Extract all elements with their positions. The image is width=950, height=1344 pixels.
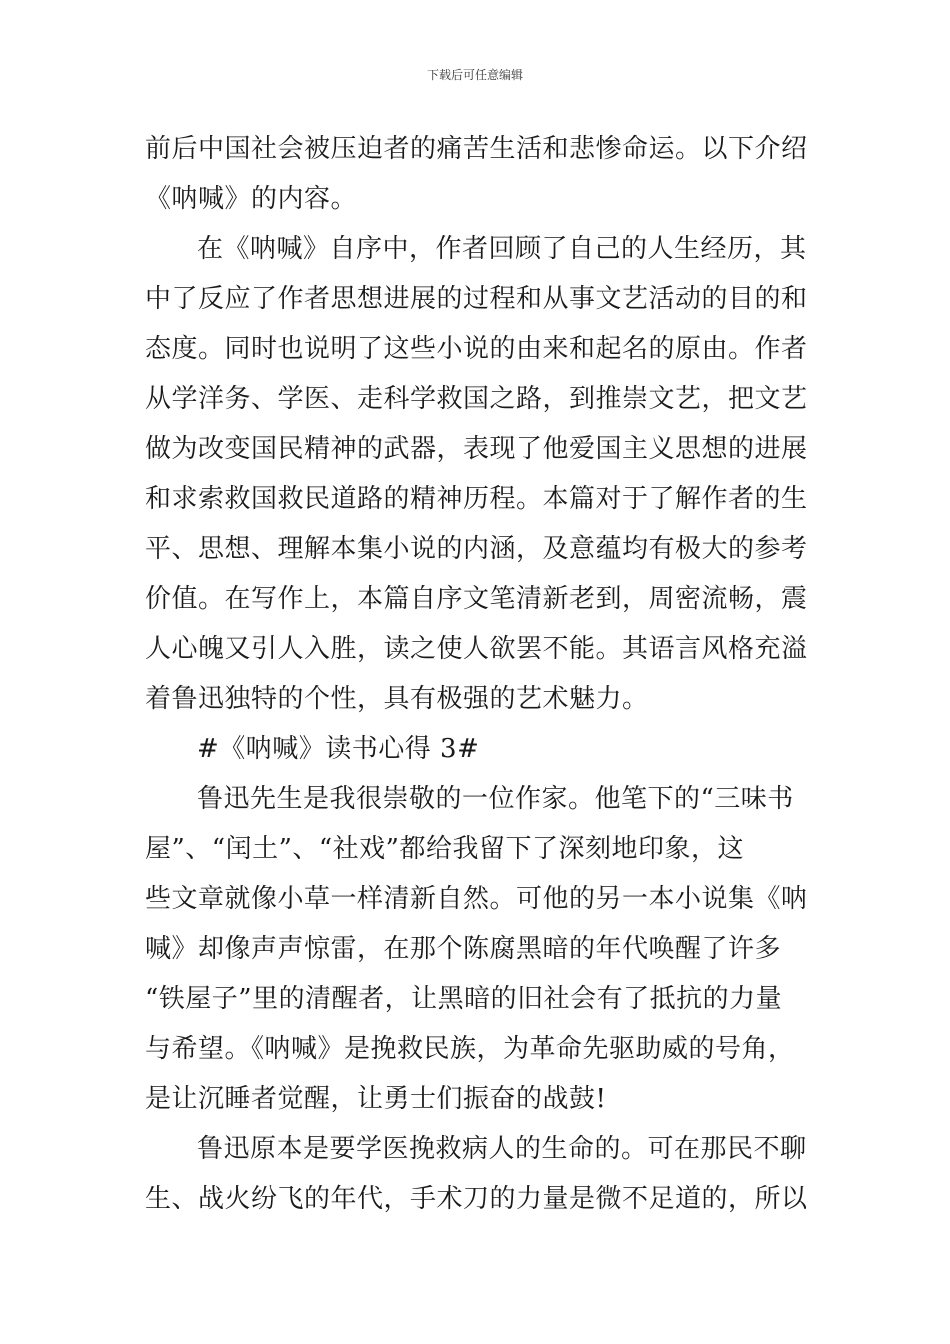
text-line: 态度。同时也说明了这些小说的由来和起名的原由。作者 xyxy=(145,334,808,364)
text-line: 做为改变国民精神的武器，表现了他爱国主义思想的进展 xyxy=(145,434,808,464)
text-line: “铁屋子”里的清醒者，让黑暗的旧社会有了抵抗的力量 xyxy=(145,984,783,1014)
text-line: 价值。在写作上，本篇自序文笔清新老到，周密流畅，震 xyxy=(145,584,808,614)
text-line: 鲁迅先生是我很崇敬的一位作家。他笔下的“三味书 xyxy=(197,784,794,814)
paragraph xyxy=(145,1124,810,1224)
text-line: 屋”、“闰土”、“社戏”都给我留下了深刻地印象，这 xyxy=(145,834,744,864)
text-line: 中了反应了作者思想进展的过程和从事文艺活动的目的和 xyxy=(145,284,808,314)
text-line: 平、思想、理解本集小说的内涵，及意蕴均有极大的参考 xyxy=(145,534,808,564)
text-line: 前后中国社会被压迫者的痛苦生活和悲惨命运。以下介绍 xyxy=(145,134,808,164)
text-line: 从学洋务、学医、走科学救国之路，到推崇文艺，把文艺 xyxy=(145,384,808,414)
text-line: #《呐喊》读书心得 3# xyxy=(197,734,480,764)
text-line: 和求索救国救民道路的精神历程。本篇对于了解作者的生 xyxy=(145,484,808,514)
text-line: 《呐喊》的内容。 xyxy=(145,184,358,214)
text-line: 与希望。《呐喊》是挽救民族，为革命先驱助威的号角， xyxy=(145,1034,795,1064)
text-line: 鲁迅原本是要学医挽救病人的生命的。可在那民不聊 xyxy=(197,1134,807,1164)
text-line: 在《呐喊》自序中，作者回顾了自己的人生经历，其 xyxy=(197,234,807,264)
text-line: 喊》却像声声惊雷，在那个陈腐黑暗的年代唤醒了许多 xyxy=(145,934,782,964)
text-line: 生、战火纷飞的年代，手术刀的力量是微不足道的，所以 xyxy=(145,1184,808,1214)
text-line: 些文章就像小草一样清新自然。可他的另一本小说集《呐 xyxy=(145,884,808,914)
paragraph xyxy=(145,724,810,774)
text-line: 人心魄又引人入胜，读之使人欲罢不能。其语言风格充溢 xyxy=(145,634,808,664)
paragraph xyxy=(145,774,810,1124)
text-line: 着鲁迅独特的个性，具有极强的艺术魅力。 xyxy=(145,684,649,714)
paragraph xyxy=(145,224,810,724)
header-note: 下载后可任意编辑 xyxy=(426,68,523,82)
text-line: 是让沉睡者觉醒，让勇士们振奋的战鼓! xyxy=(145,1084,607,1114)
paragraph xyxy=(145,124,810,224)
document-body xyxy=(145,124,810,1224)
